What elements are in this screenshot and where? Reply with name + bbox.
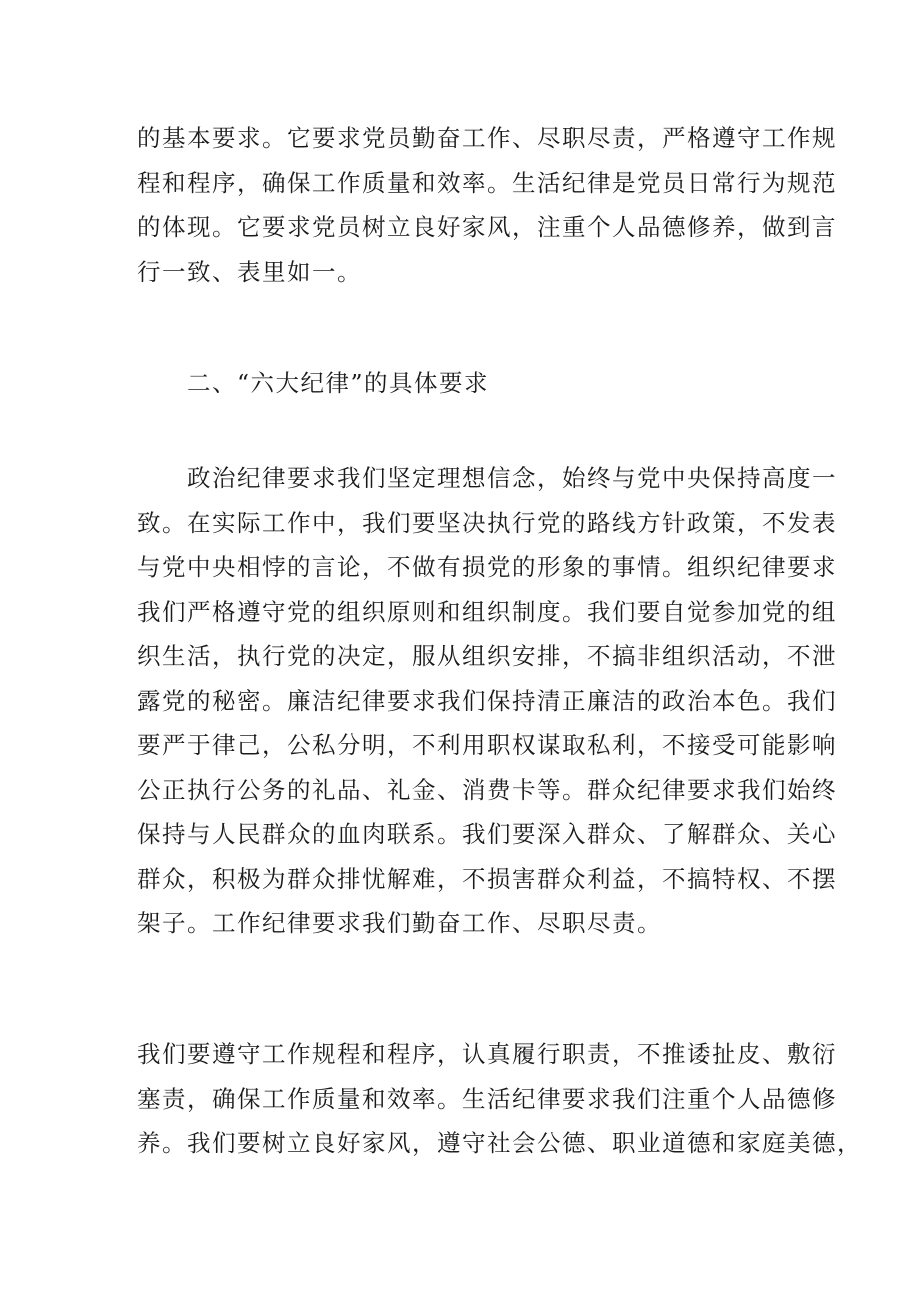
text-line: 行一致、表里如一。 xyxy=(137,257,362,286)
text-line: 群众，积极为群众排忧解难，不损害群众利益，不搞特权、不摆 xyxy=(137,864,837,893)
text-line: 织生活，执行党的决定，服从组织安排，不搞非组织活动，不泄 xyxy=(137,642,837,670)
text-line: 要严于律己，公私分明，不利用职权谋取私利，不接受可能影响 xyxy=(137,731,837,759)
text-line: 露党的秘密。廉洁纪律要求我们保持清正廉洁的政治本色。我们 xyxy=(137,686,837,715)
text-line: 政治纪律要求我们坚定理想信念，始终与党中央保持高度一 xyxy=(137,464,837,492)
text-line: 与党中央相悖的言论，不做有损党的形象的事情。组织纪律要求 xyxy=(137,553,837,581)
text-line: 养。我们要树立良好家风，遵守社会公德、职业道德和家庭美德， xyxy=(137,1129,862,1157)
paragraph-discipline-summary xyxy=(137,116,837,294)
text-line: 的体现。它要求党员树立良好家风，注重个人品德修养，做到言 xyxy=(137,213,837,241)
text-line: 保持与人民群众的血肉联系。我们要深入群众、了解群众、关心 xyxy=(137,820,837,848)
text-line: 我们要遵守工作规程和程序，认真履行职责，不推诿扯皮、敷衍 xyxy=(137,1040,837,1068)
text-line: 我们严格遵守党的组织原则和组织制度。我们要自觉参加党的组 xyxy=(137,597,837,626)
text-line: 架子。工作纪律要求我们勤奋工作、尽职尽责。 xyxy=(137,909,662,937)
paragraph-work-life-discipline xyxy=(137,1032,862,1166)
text-line: 致。在实际工作中，我们要坚决执行党的路线方针政策，不发表 xyxy=(137,508,837,537)
text-line: 塞责，确保工作质量和效率。生活纪律要求我们注重个人品德修 xyxy=(137,1084,837,1113)
section-heading: 二、“六大纪律”的具体要求 xyxy=(187,369,490,397)
text-line: 程和程序，确保工作质量和效率。生活纪律是党员日常行为规范 xyxy=(137,168,837,197)
text-line: 的基本要求。它要求党员勤奋工作、尽职尽责，严格遵守工作规 xyxy=(137,124,837,152)
text-line: 公正执行公务的礼品、礼金、消费卡等。群众纪律要求我们始终 xyxy=(137,775,837,804)
paragraph-six-disciplines xyxy=(137,456,837,946)
